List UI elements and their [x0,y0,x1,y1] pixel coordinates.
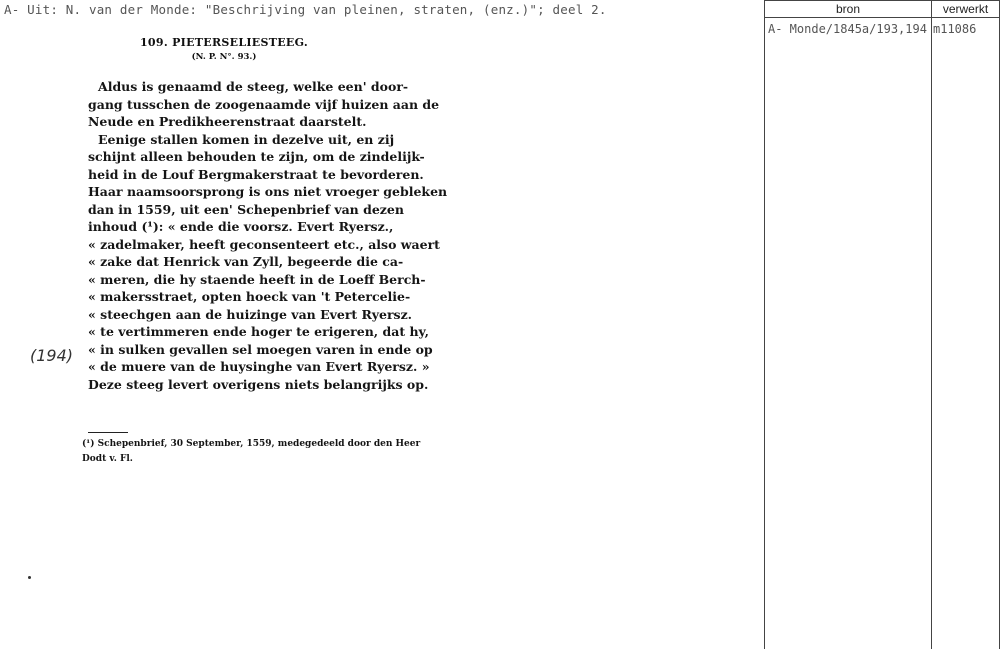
table-cell-bron: A- Monde/1845a/193,194 [768,22,927,36]
footnote-line: Dodt v. Fl. [82,454,133,464]
body-line: inhoud (¹): « ende die voorsz. Evert Ryersz., [88,219,394,234]
body-line: gang tusschen de zoogenaamde vijf huizen aan de [88,96,440,112]
body-line: « makersstraet, opten hoeck van 't Petercelie- [88,289,411,304]
section-subtitle: (N. P. N°. 93.) [191,52,257,62]
body-line: Neude en Predikheerenstraat daarstelt. [88,114,367,129]
body-line: Deze steeg levert overigens niets belangrijks op. [88,376,429,392]
body-line: heid in de Louf Bergmakerstraat te bevorderen. [88,166,424,182]
table-border-left [764,0,765,649]
table-column-divider [931,0,932,649]
body-line: Eenige stallen komen in dezelve uit, en zij [98,131,395,147]
body-line: Haar naamsoorsprong is ons niet vroeger gebleken [88,184,448,199]
section-title: 109. PIETERSELIESTEEG. [139,36,309,49]
footnote [82,437,421,467]
source-header: A- Uit: N. van der Monde: "Beschrijving van pleinen, straten, (enz.)"; deel 2. [4,2,607,17]
table-border-top [764,0,1000,1]
body-line: schijnt alleen behouden te zijn, om de zindelijk- [88,149,425,164]
footnote-line: (¹) Schepenbrief, 30 September, 1559, medegedeeld door den Heer [82,439,421,449]
table-header-divider [764,17,1000,18]
column-header-bron: bron [835,2,861,16]
body-line: « de muere van de huysinghe van Evert Ryersz. » [88,359,430,374]
body-text [88,78,448,393]
body-line: « zadelmaker, heeft geconsenteert etc., also waert [88,236,440,252]
body-line: « meren, die hy staende heeft in de Loeff Berch- [88,271,426,287]
body-line: « in sulken gevallen sel moegen varen in ende op [88,341,433,357]
body-line: dan in 1559, uit een' Schepenbrief van dezen [88,201,404,217]
column-header-verwerkt: verwerkt [942,2,989,16]
body-line: « zake dat Henrick van Zyll, begeerde die ca- [88,254,404,269]
body-line: Aldus is genaamd de steeg, welke een' door- [98,79,409,94]
body-line: « te vertimmeren ende hoger te erigeren, dat hy, [88,324,429,339]
margin-page-note: (194) [30,346,74,365]
scan-speck [28,576,31,579]
footnote-divider [88,432,128,433]
body-line: « steechgen aan de huizinge van Evert Ryersz. [88,306,413,322]
table-cell-verwerkt: m11086 [933,22,977,36]
